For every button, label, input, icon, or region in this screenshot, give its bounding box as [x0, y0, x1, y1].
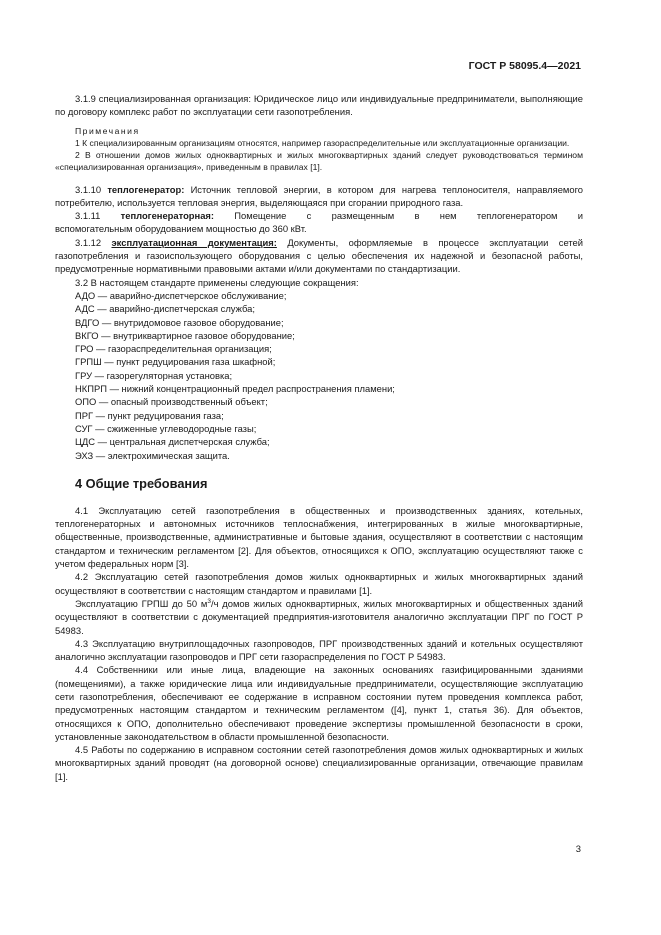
page-number: 3: [575, 842, 581, 854]
list-item: НКПРП — нижний концентрационный предел распространения пламени;: [75, 383, 395, 395]
notes-title: Примечания: [75, 125, 140, 136]
definition-3-1-12: 3.1.12 эксплуатационная документация: Документы, оформляемые в процессе эксплуатации сетей газопотребления и газоиспользующего оборудования с целью обеспечения их надежной и безопасной работы, предусмотренные нормативными правовыми актами и/или документами по стандартизации.: [55, 236, 584, 275]
list-item: СУГ — сжиженные углеводородные газы;: [75, 422, 257, 434]
page-content: [55, 92, 583, 783]
list-item: ГРУ — газорегуляторная установка;: [75, 369, 233, 381]
notes-block: [55, 125, 583, 173]
note-1: 1 К специализированным организациям относятся, например газораспределительные или эксплуатационные организации.: [75, 137, 570, 148]
definition-3-1-9: 3.1.9 специализированная организация: Юридическое лицо или индивидуальные предприниматели, выполняющие по договору комплекс работ по эксплуатации сети газопотребления.: [55, 93, 584, 118]
term: эксплуатационная документация:: [111, 236, 277, 248]
list-item: ЦДС — центральная диспетчерская служба;: [75, 436, 270, 448]
definition-3-1-11: 3.1.11 теплогенераторная: Помещение с размещенным в нем теплогенератором и: [75, 210, 583, 222]
paragraph-4-5: 4.5 Работы по содержанию в исправном состоянии сетей газопотребления домов жилых одноквартирных и жилых многоквартирных зданий проводят (на договорной основе) специализированные организации, отвечающие правилам [1].: [55, 744, 583, 782]
definition-3-1-11-cont: вспомогательным оборудованием мощностью до 360 кВт.: [55, 223, 307, 235]
list-item: ОПО — опасный производственный объект;: [75, 396, 268, 408]
abbreviations-intro: 3.2 В настоящем стандарте применены следующие сокращения:: [75, 276, 359, 288]
list-item: ГРПШ — пункт редуцирования газа шкафной;: [75, 356, 276, 368]
paragraph-4-3: 4.3 Эксплуатацию внутриплощадочных газопроводов, ПРГ производственных зданий и котельных осуществляют аналогично эксплуатации газопроводов и ПРГ сети газораспределения по ГОСТ Р 54983.: [55, 637, 583, 663]
paragraph-4-4: 4.4 Собственники или иные лица, владеющие на законных основаниях газифицированными зданиями (помещениями), а также юридические лица или индивидуальные предприниматели, осуществляющие эксплуатацию сети газопотребления, обеспечивают ее содержание в исправном состоянии путем проведения комплекса работ, предусмотренных настоящим стандартом и техническим регламентом ([4], пункт 1, статья 36). Для объектов, относящихся к ОПО, дополнительно обеспечивают проведение экспертизы промышленной безопасности в сроки, установленные законодательством в области промышленной безопасности.: [55, 664, 583, 742]
paragraph-4-1: 4.1 Эксплуатацию сетей газопотребления в общественных и производственных зданиях, котельных, теплогенераторных и автономных источников теплоснабжения, интегрированных в жилые многоквартирные, общественные, производственные, административные и бытовые здания, осуществляют в соответствии с настоящим стандартом и техническим регламентом [2]. Для объектов, относящихся к ОПО, эксплуатацию осуществляют также с учетом федеральных норм [3].: [55, 504, 583, 570]
term: теплогенераторная:: [120, 210, 215, 222]
paragraph-4-2: 4.2 Эксплуатацию сетей газопотребления домов жилых одноквартирных и жилых многоквартирных зданий осуществляют в соответствии с настоящим стандартом и правилами [1].: [55, 571, 583, 596]
section-4-heading: 4 Общие требования: [75, 475, 208, 491]
term: теплогенератор:: [107, 183, 185, 195]
abbreviations-list: [55, 289, 583, 462]
list-item: ВКГО — внутриквартирное газовое оборудование;: [75, 329, 295, 341]
list-item: АДО — аварийно-диспетчерское обслуживание;: [75, 289, 287, 301]
standard-code-header: ГОСТ Р 58095.4—2021: [468, 60, 581, 72]
paragraph-4-2-grpsh: Эксплуатацию ГРПШ до 50 $м^3/ч$ домов жилых одноквартирных, жилых многоквартирных и общественных зданий осуществляют в соответствии с документацией предприятия-изготовителя аналогично эксплуатации ПРГ по ГОСТ Р 54983.: [55, 597, 583, 636]
list-item: ЭХЗ — электрохимическая защита.: [75, 449, 230, 461]
note-2: 2 В отношении домов жилых одноквартирных и жилых многоквартирных зданий следует руководствоваться термином «специализированная организация», приведенным в правилах [1].: [55, 149, 583, 172]
list-item: АДС — аварийно-диспетчерская служба;: [75, 303, 255, 315]
list-item: ВДГО — внутридомовое газовое оборудование;: [75, 316, 284, 328]
list-item: ГРО — газораспределительная организация;: [75, 343, 272, 355]
definition-3-1-10: 3.1.10 теплогенератор: Источник тепловой энергии, в котором для нагрева теплоносителя, направляемого потребителю, используется тепловая энергия, выделяющаяся при сгорании природного газа.: [55, 183, 584, 208]
list-item: ПРГ — пункт редуцирования газа;: [75, 409, 224, 421]
